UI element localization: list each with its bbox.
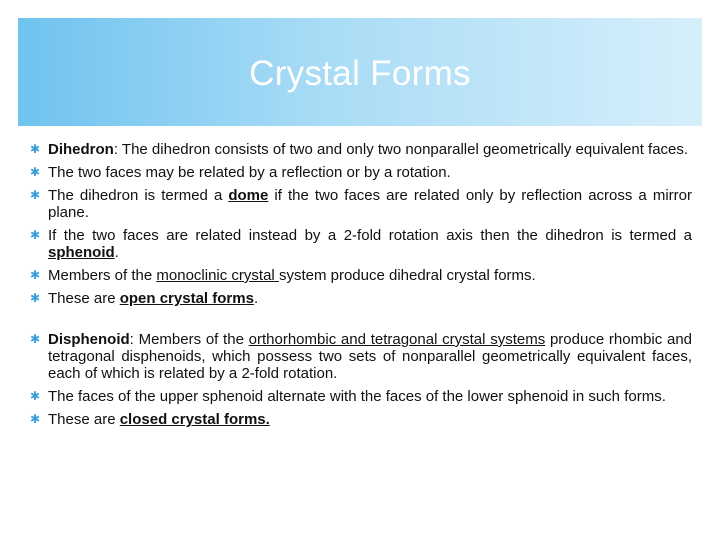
asterisk-bullet-icon: ✱: [30, 165, 41, 179]
item-text: if the two faces are related only by reflection across a mirror plane.: [48, 187, 692, 221]
dihedron-list: [30, 141, 692, 307]
item-text: If the two faces are related instead by a 2-fold rotation axis then the dihedron is termed a: [48, 227, 692, 244]
term-dihedron: Dihedron: [48, 141, 114, 158]
list-item: [30, 164, 692, 181]
link-monoclinic[interactable]: monoclinic crystal: [156, 267, 279, 284]
item-text: These are: [48, 411, 120, 428]
item-text: These are: [48, 290, 120, 307]
list-item: [30, 267, 692, 284]
list-item: [30, 227, 692, 261]
asterisk-bullet-icon: ✱: [30, 142, 41, 156]
asterisk-bullet-icon: ✱: [30, 268, 41, 282]
link-open-forms[interactable]: open crystal forms: [119, 290, 254, 307]
list-item: [30, 187, 692, 221]
list-item: [30, 388, 692, 405]
asterisk-bullet-icon: ✱: [30, 332, 41, 346]
asterisk-bullet-icon: ✱: [30, 228, 41, 242]
section-gap: [30, 313, 692, 331]
slide-body: [30, 141, 692, 434]
link-closed-forms[interactable]: closed crystal forms.: [119, 411, 270, 428]
item-text: The two faces may be related by a reflection or by a rotation.: [48, 164, 451, 181]
asterisk-bullet-icon: ✱: [30, 291, 41, 305]
item-text: .: [253, 290, 259, 307]
item-text: Members of the: [48, 267, 157, 284]
asterisk-bullet-icon: ✱: [30, 389, 41, 403]
asterisk-bullet-icon: ✱: [30, 188, 41, 202]
title-banner: [18, 18, 702, 126]
link-dome[interactable]: dome: [228, 187, 269, 204]
item-text: The faces of the upper sphenoid alternate with the faces of the lower sphenoid in such forms.: [48, 388, 666, 405]
link-ortho-tetragonal[interactable]: orthorhombic and tetragonal crystal systems: [248, 331, 546, 348]
item-text: system produce dihedral crystal forms.: [278, 267, 536, 284]
item-text: : The dihedron consists of two and only two nonparallel geometrically equivalent faces.: [113, 141, 689, 158]
term-disphenoid: Disphenoid: [48, 331, 130, 348]
list-item: [30, 290, 692, 307]
slide-title: Crystal Forms: [249, 54, 471, 93]
item-text: produce rhombic and tetragonal disphenoids, which possess two sets of nonparallel geometrically equivalent faces, each of which is related by a 2-fold rotation.: [48, 331, 693, 382]
disphenoid-list: [30, 331, 692, 428]
item-text: The dihedron is termed a: [48, 187, 229, 204]
list-item: [30, 141, 692, 158]
list-item: [30, 331, 692, 382]
asterisk-bullet-icon: ✱: [30, 412, 41, 426]
item-text: : Members of the: [129, 331, 249, 348]
item-text: .: [114, 244, 119, 261]
list-item: [30, 411, 692, 428]
link-sphenoid[interactable]: sphenoid: [48, 244, 115, 261]
